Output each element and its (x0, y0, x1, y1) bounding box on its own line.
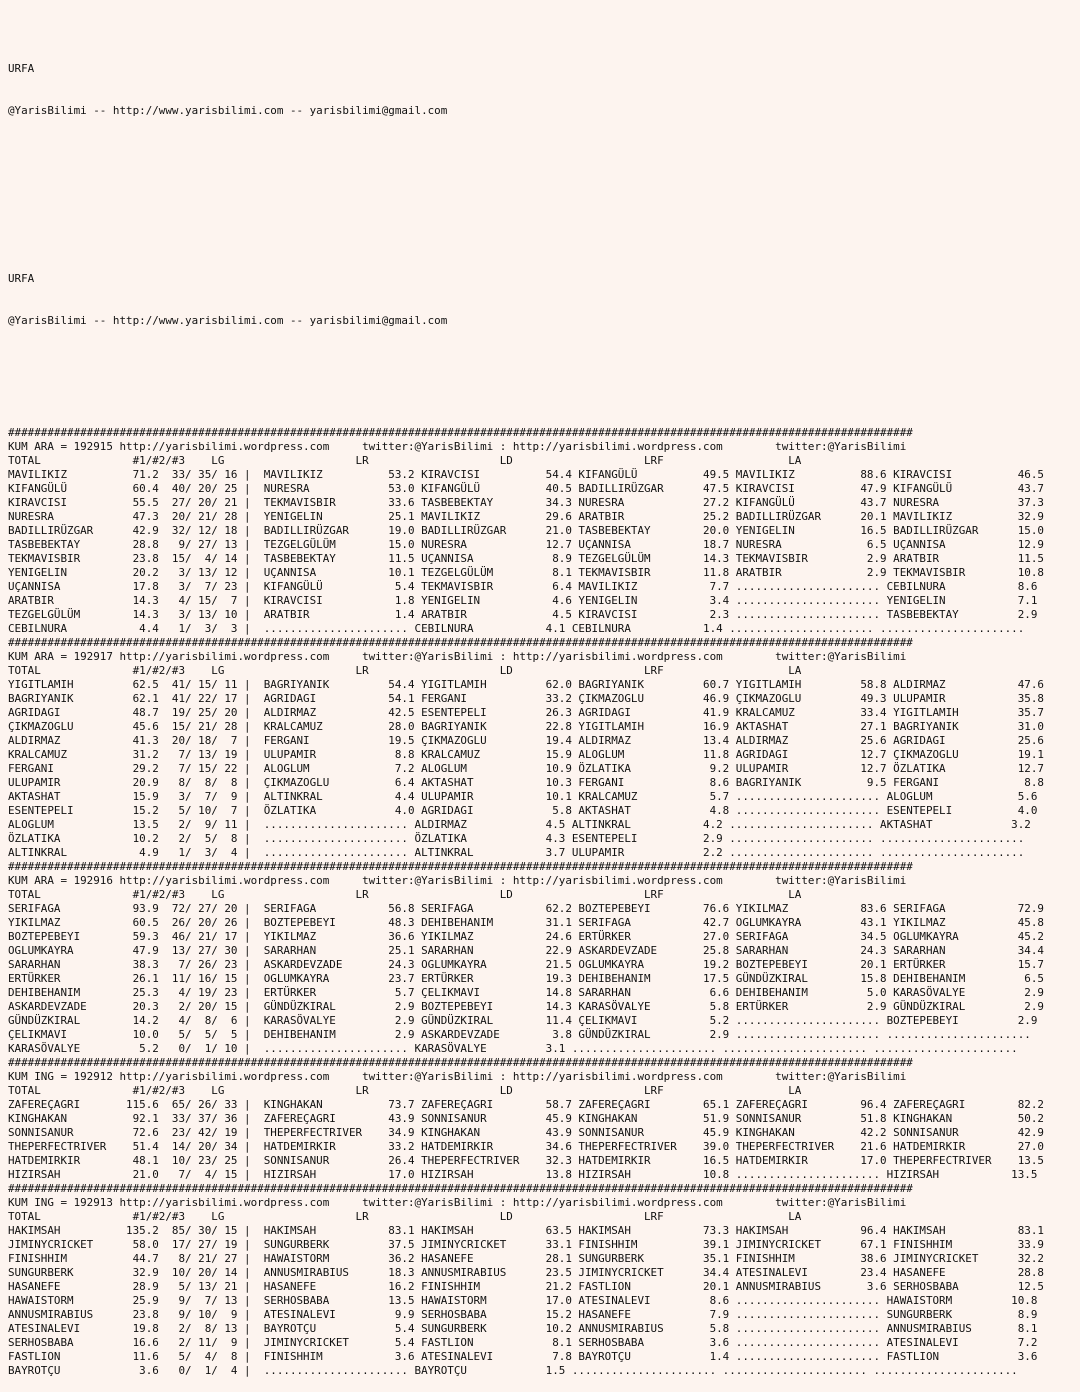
horse-row: ARATBIR 14.3 4/ 15/ 7 | KIRAVCISI 1.8 YENIGELIN 4.6 YENIGELIN 3.4 ...................... YENIGELIN 7.1 (8, 594, 1038, 607)
horse-row: ESENTEPELI 15.2 5/ 10/ 7 | ÖZLATIKA 4.0 AGRIDAGI 5.8 AKTASHAT 4.8 ...................... ESENTEPELI 4.0 (8, 804, 1038, 817)
horse-row: SERIFAGA 93.9 72/ 27/ 20 | SERIFAGA 56.8 SERIFAGA 62.2 BOZTEPEBEYI 76.6 YIKILMAZ 83.6 SERIFAGA 72.9 (8, 902, 1044, 915)
horse-row: SONNISANUR 72.6 23/ 42/ 19 | THEPERFECTRIVER 34.9 KINGHAKAN 43.9 SONNISANUR 45.9 KINGHAKAN 42.2 SONNISANUR 42.9 (8, 1126, 1044, 1139)
race-section (8, 636, 1080, 860)
separator-line: ########################################################################################################################################## (8, 860, 913, 873)
horse-row: KIFANGÜLÜ 60.4 40/ 20/ 25 | NURESRA 53.0 KIFANGÜLÜ 40.5 BADILLIRÜZGAR 47.5 KIRAVCISI 47.9 KIFANGÜLÜ 43.7 (8, 482, 1044, 495)
horse-row: NURESRA 47.3 20/ 21/ 28 | YENIGELIN 25.1 MAVILIKIZ 29.6 ARATBIR 25.2 BADILLIRÜZGAR 20.1 MAVILIKIZ 32.9 (8, 510, 1044, 523)
column-header-line: TOTAL #1/#2/#3 LG LR LD LRF LA (8, 1084, 802, 1097)
horse-row: JIMINYCRICKET 58.0 17/ 27/ 19 | SUNGURBERK 37.5 JIMINYCRICKET 33.1 FINISHHIM 39.1 JIMINYCRICKET 67.1 FINISHHIM 33.9 (8, 1238, 1044, 1251)
horse-row: THEPERFECTRIVER 51.4 14/ 20/ 34 | HATDEMIRKIR 33.2 HATDEMIRKIR 34.6 THEPERFECTRIVER 39.0 THEPERFECTRIVER 21.6 HATDEMIRKIR 27.0 (8, 1140, 1044, 1153)
horse-row: SUNGURBERK 32.9 10/ 20/ 14 | ANNUSMIRABIUS 18.3 ANNUSMIRABIUS 23.5 JIMINYCRICKET 34.4 ATESINALEVI 23.4 HASANEFE 28.8 (8, 1266, 1044, 1279)
credit-line: @YarisBilimi -- http://www.yarisbilimi.com -- yarisbilimi@gmail.com (8, 104, 448, 117)
column-header-line: TOTAL #1/#2/#3 LG LR LD LRF LA (8, 1210, 802, 1223)
horse-row: ULUPAMIR 20.9 8/ 8/ 8 | ÇIKMAZOGLU 6.4 AKTASHAT 10.3 FERGANI 8.6 BAGRIYANIK 9.5 FERGANI 8.8 (8, 776, 1044, 789)
horse-row: CEBILNURA 4.4 1/ 3/ 3 | ...................... CEBILNURA 4.1 CEBILNURA 1.4 ...................... ...................... (8, 622, 1025, 635)
horse-row: HAWAISTORM 25.9 9/ 7/ 13 | SERHOSBABA 13.5 HAWAISTORM 17.0 ATESINALEVI 8.6 ...................... HAWAISTORM 10.8 (8, 1294, 1038, 1307)
horse-row: ASKARDEVZADE 20.3 2/ 20/ 15 | GÜNDÜZKIRAL 2.9 BOZTEPEBEYI 14.3 KARASÖVALYE 5.8 ERTÜRKER 2.9 GÜNDÜZKIRAL 2.9 (8, 1000, 1044, 1013)
race-section (8, 426, 1080, 636)
horse-row: HAKIMSAH 135.2 85/ 30/ 15 | HAKIMSAH 83.1 HAKIMSAH 63.5 HAKIMSAH 73.3 HAKIMSAH 96.4 HAKIMSAH 83.1 (8, 1224, 1044, 1237)
horse-row: TEZGELGÜLÜM 14.3 3/ 13/ 10 | ARATBIR 1.4 ARATBIR 4.5 KIRAVCISI 2.3 ...................... TASBEBEKTAY 2.9 (8, 608, 1038, 621)
horse-row: AKTASHAT 15.9 3/ 7/ 9 | ALTINKRAL 4.4 ULUPAMIR 10.1 KRALCAMUZ 5.7 ...................... ALOGLUM 5.6 (8, 790, 1038, 803)
horse-row: YIGITLAMIH 62.5 41/ 15/ 11 | BAGRIYANIK 54.4 YIGITLAMIH 62.0 BAGRIYANIK 60.7 YIGITLAMIH 58.8 ALDIRMAZ 47.6 (8, 678, 1044, 691)
horse-row: BOZTEPEBEYI 59.3 46/ 21/ 17 | YIKILMAZ 36.6 YIKILMAZ 24.6 ERTÜRKER 27.0 SERIFAGA 34.5 OGLUMKAYRA 45.2 (8, 930, 1044, 943)
horse-row: HASANEFE 28.9 5/ 13/ 21 | HASANEFE 16.2 FINISHHIM 21.2 FASTLION 20.1 ANNUSMIRABIUS 3.6 SERHOSBABA 12.5 (8, 1280, 1044, 1293)
horse-row: TASBEBEKTAY 28.8 9/ 27/ 13 | TEZGELGÜLÜM 15.0 NURESRA 12.7 UÇANNISA 18.7 NURESRA 6.5 UÇANNISA 12.9 (8, 538, 1044, 551)
horse-row: ATESINALEVI 19.8 2/ 8/ 13 | BAYROTÇU 5.4 SUNGURBERK 10.2 ANNUSMIRABIUS 5.8 ...................... ANNUSMIRABIUS 8.1 (8, 1322, 1038, 1335)
horse-row: KINGHAKAN 92.1 33/ 37/ 36 | ZAFEREÇAGRI 43.9 SONNISANUR 45.9 KINGHAKAN 51.9 SONNISANUR 51.8 KINGHAKAN 50.2 (8, 1112, 1044, 1125)
separator-line: ########################################################################################################################################## (8, 1182, 913, 1195)
horse-row: SARARHAN 38.3 7/ 26/ 23 | ASKARDEVZADE 24.3 OGLUMKAYRA 21.5 OGLUMKAYRA 19.2 BOZTEPEBEYI 20.1 ERTÜRKER 15.7 (8, 958, 1044, 971)
horse-row: FINISHHIM 44.7 8/ 21/ 27 | HAWAISTORM 36.2 HASANEFE 28.1 SUNGURBERK 35.1 FINISHHIM 38.6 JIMINYCRICKET 32.2 (8, 1252, 1044, 1265)
horse-row: ÇIKMAZOGLU 45.6 15/ 21/ 28 | KRALCAMUZ 28.0 BAGRIYANIK 22.8 YIGITLAMIH 16.9 AKTASHAT 27.1 BAGRIYANIK 31.0 (8, 720, 1044, 733)
separator-line: ########################################################################################################################################## (8, 1056, 913, 1069)
horse-row: ÇELIKMAVI 10.0 5/ 5/ 5 | DEHIBEHANIM 2.9 ASKARDEVZADE 3.8 GÜNDÜZKIRAL 2.9 ...................... ...................... (8, 1028, 1031, 1041)
race-section (8, 860, 1080, 1056)
credit-line: @YarisBilimi -- http://www.yarisbilimi.com -- yarisbilimi@gmail.com (8, 314, 448, 327)
horse-row: ALDIRMAZ 41.3 20/ 18/ 7 | FERGANI 19.5 ÇIKMAZOGLU 19.4 ALDIRMAZ 13.4 ALDIRMAZ 25.6 AGRIDAGI 25.6 (8, 734, 1044, 747)
horse-row: DEHIBEHANIM 25.3 4/ 19/ 23 | ERTÜRKER 5.7 ÇELIKMAVI 14.8 SARARHAN 6.6 DEHIBEHANIM 5.0 KARASÖVALYE 2.9 (8, 986, 1044, 999)
horse-row: UÇANNISA 17.8 3/ 7/ 23 | KIFANGÜLÜ 5.4 TEKMAVISBIR 6.4 MAVILIKIZ 7.7 ...................... CEBILNURA 8.6 (8, 580, 1038, 593)
race-section (8, 1182, 1080, 1378)
horse-row: KARASÖVALYE 5.2 0/ 1/ 10 | ...................... KARASÖVALYE 3.1 ...................... ...................... ...................... (8, 1042, 1018, 1055)
separator-line: ########################################################################################################################################## (8, 426, 913, 439)
horse-row: KIRAVCISI 55.5 27/ 20/ 21 | TEKMAVISBIR 33.6 TASBEBEKTAY 34.3 NURESRA 27.2 KIFANGÜLÜ 43.7 NURESRA 37.3 (8, 496, 1044, 509)
horse-row: AGRIDAGI 48.7 19/ 25/ 20 | ALDIRMAZ 42.5 ESENTEPELI 26.3 AGRIDAGI 41.9 KRALCAMUZ 33.4 YIGITLAMIH 35.7 (8, 706, 1044, 719)
header-block (8, 244, 1080, 356)
horse-row: OGLUMKAYRA 47.9 13/ 27/ 30 | SARARHAN 25.1 SARARHAN 22.9 ASKARDEVZADE 25.8 SARARHAN 24.3 SARARHAN 34.4 (8, 944, 1044, 957)
race-header-line: KUM ARA = 192917 http://yarisbilimi.wordpress.com twitter:@YarisBilimi : http://yarisbilimi.wordpress.com twitter:@YarisBilimi (8, 650, 907, 663)
horse-row: BADILLIRÜZGAR 42.9 32/ 12/ 18 | BADILLIRÜZGAR 19.0 BADILLIRÜZGAR 21.0 TASBEBEKTAY 20.0 YENIGELIN 16.5 BADILLIRÜZGAR 15.0 (8, 524, 1044, 537)
horse-row: BAYROTÇU 3.6 0/ 1/ 4 | ...................... BAYROTÇU 1.5 ...................... ...................... ...................... (8, 1364, 1018, 1377)
horse-row: KRALCAMUZ 31.2 7/ 13/ 19 | ULUPAMIR 8.8 KRALCAMUZ 15.9 ALOGLUM 11.8 AGRIDAGI 12.7 ÇIKMAZOGLU 19.1 (8, 748, 1044, 761)
horse-row: MAVILIKIZ 71.2 33/ 35/ 16 | MAVILIKIZ 53.2 KIRAVCISI 54.4 KIFANGÜLÜ 49.5 MAVILIKIZ 88.6 KIRAVCISI 46.5 (8, 468, 1044, 481)
race-header-line: KUM ING = 192912 http://yarisbilimi.wordpress.com twitter:@YarisBilimi : http://yarisbilimi.wordpress.com twitter:@YarisBilimi (8, 1070, 907, 1083)
horse-row: HIZIRSAH 21.0 7/ 4/ 15 | HIZIRSAH 17.0 HIZIRSAH 13.8 HIZIRSAH 10.8 ...................... HIZIRSAH 13.5 (8, 1168, 1038, 1181)
horse-row: YENIGELIN 20.2 3/ 13/ 12 | UÇANNISA 10.1 TEZGELGÜLÜM 8.1 TEKMAVISBIR 11.8 ARATBIR 2.9 TEKMAVISBIR 10.8 (8, 566, 1044, 579)
track-title: URFA (8, 272, 35, 285)
horse-row: HATDEMIRKIR 48.1 10/ 23/ 25 | SONNISANUR 26.4 THEPERFECTRIVER 32.3 HATDEMIRKIR 16.5 HATDEMIRKIR 17.0 THEPERFECTRIVER 13.5 (8, 1154, 1044, 1167)
column-header-line: TOTAL #1/#2/#3 LG LR LD LRF LA (8, 888, 802, 901)
horse-row: YIKILMAZ 60.5 26/ 20/ 26 | BOZTEPEBEYI 48.3 DEHIBEHANIM 31.1 SERIFAGA 42.7 OGLUMKAYRA 43.1 YIKILMAZ 45.8 (8, 916, 1044, 929)
horse-row: ANNUSMIRABIUS 23.8 9/ 10/ 9 | ATESINALEVI 9.9 SERHOSBABA 15.2 HASANEFE 7.9 ...................... SUNGURBERK 8.9 (8, 1308, 1038, 1321)
horse-row: ALOGLUM 13.5 2/ 9/ 11 | ...................... ALDIRMAZ 4.5 ALTINKRAL 4.2 ...................... AKTASHAT 3.2 (8, 818, 1031, 831)
column-header-line: TOTAL #1/#2/#3 LG LR LD LRF LA (8, 454, 802, 467)
horse-row: BAGRIYANIK 62.1 41/ 22/ 17 | AGRIDAGI 54.1 FERGANI 33.2 ÇIKMAZOGLU 46.9 ÇIKMAZOGLU 49.3 ULUPAMIR 35.8 (8, 692, 1044, 705)
horse-row: ZAFEREÇAGRI 115.6 65/ 26/ 33 | KINGHAKAN 73.7 ZAFEREÇAGRI 58.7 ZAFEREÇAGRI 65.1 ZAFEREÇAGRI 96.4 ZAFEREÇAGRI 82.2 (8, 1098, 1044, 1111)
race-header-line: KUM ARA = 192916 http://yarisbilimi.wordpress.com twitter:@YarisBilimi : http://yarisbilimi.wordpress.com twitter:@YarisBilimi (8, 874, 907, 887)
horse-row: TEKMAVISBIR 23.8 15/ 4/ 14 | TASBEBEKTAY 11.5 UÇANNISA 8.9 TEZGELGÜLÜM 14.3 TEKMAVISBIR 2.9 ARATBIR 11.5 (8, 552, 1044, 565)
track-title: URFA (8, 62, 35, 75)
column-header-line: TOTAL #1/#2/#3 LG LR LD LRF LA (8, 664, 802, 677)
horse-row: FERGANI 29.2 7/ 15/ 22 | ALOGLUM 7.2 ALOGLUM 10.9 ÖZLATIKA 9.2 ULUPAMIR 12.7 ÖZLATIKA 12.7 (8, 762, 1044, 775)
race-header-line: KUM ING = 192913 http://yarisbilimi.wordpress.com twitter:@YarisBilimi : http://yarisbilimi.wordpress.com twitter:@YarisBilimi (8, 1196, 907, 1209)
race-sections (8, 426, 1080, 1378)
header-block (8, 34, 1080, 146)
separator-line: ########################################################################################################################################## (8, 636, 913, 649)
horse-row: ALTINKRAL 4.9 1/ 3/ 4 | ...................... ALTINKRAL 3.7 ULUPAMIR 2.2 ...................... ...................... (8, 846, 1025, 859)
race-header-line: KUM ARA = 192915 http://yarisbilimi.wordpress.com twitter:@YarisBilimi : http://yarisbilimi.wordpress.com twitter:@YarisBilimi (8, 440, 907, 453)
horse-row: ÖZLATIKA 10.2 2/ 5/ 8 | ...................... ÖZLATIKA 4.3 ESENTEPELI 2.9 ...................... ...................... (8, 832, 1025, 845)
horse-row: GÜNDÜZKIRAL 14.2 4/ 8/ 6 | KARASÖVALYE 2.9 GÜNDÜZKIRAL 11.4 ÇELIKMAVI 5.2 ...................... BOZTEPEBEYI 2.9 (8, 1014, 1038, 1027)
horse-row: SERHOSBABA 16.6 2/ 11/ 9 | JIMINYCRICKET 5.4 FASTLION 8.1 SERHOSBABA 3.6 ...................... ATESINALEVI 7.2 (8, 1336, 1038, 1349)
horse-row: ERTÜRKER 26.1 11/ 16/ 15 | OGLUMKAYRA 23.7 ERTÜRKER 19.3 DEHIBEHANIM 17.5 GÜNDÜZKIRAL 15.8 DEHIBEHANIM 6.5 (8, 972, 1044, 985)
horse-row: FASTLION 11.6 5/ 4/ 8 | FINISHHIM 3.6 ATESINALEVI 7.8 BAYROTÇU 1.4 ...................... FASTLION 3.6 (8, 1350, 1038, 1363)
